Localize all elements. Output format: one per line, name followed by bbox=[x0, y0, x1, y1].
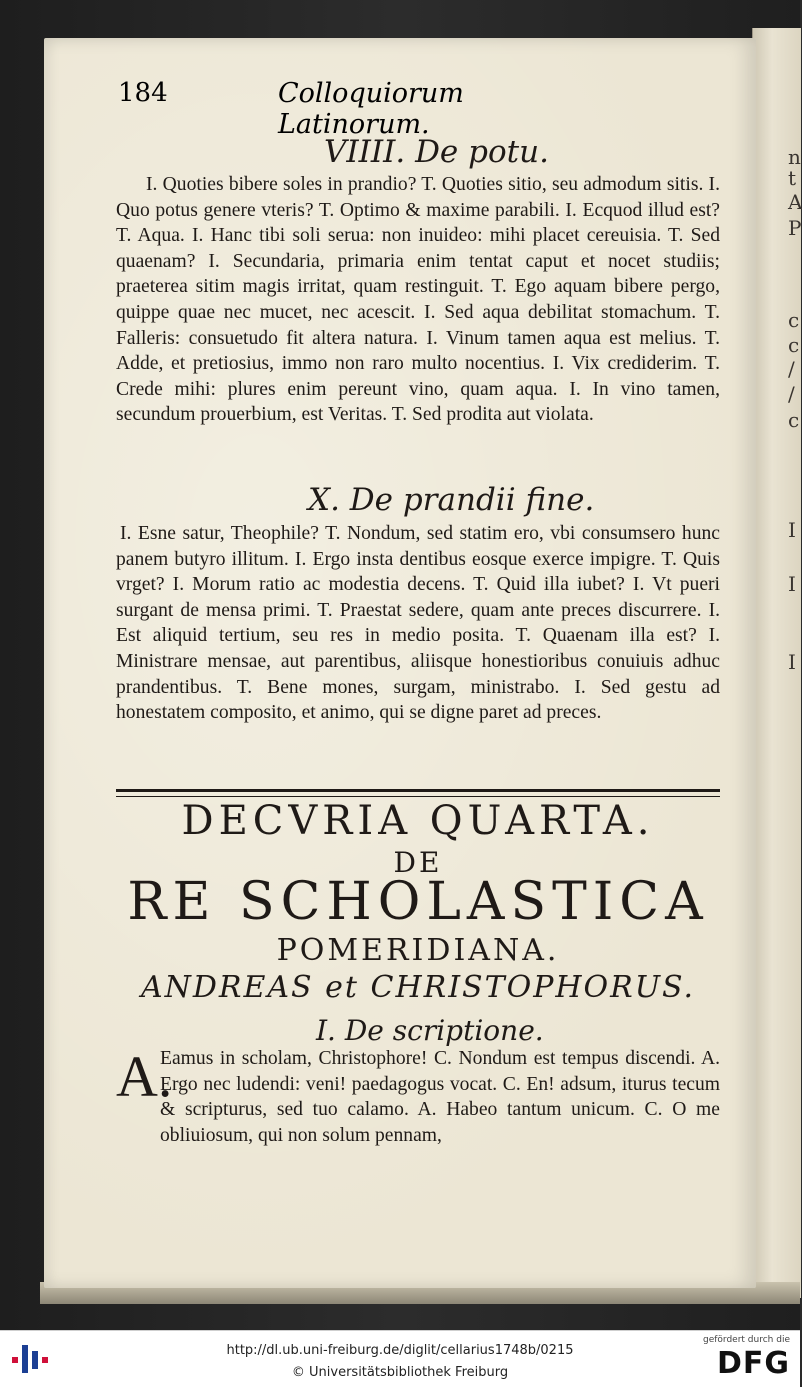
facing-page-fragment: t bbox=[788, 166, 797, 190]
facing-page-fragment: I bbox=[788, 650, 796, 674]
section-text: I. Esne satur, Theophile? T. Nondum, sed statim ero, vbi consumsero hunc panem butyro illitum. I. Ergo insta dentibus eosque exerce impigre. T. Quis vrget? I. Morum ratio ac modestia decens. T. Quid illa iubet? I. Vt pueri surgant de mensa primi. T. Praestat sedere, quam ante preces discurrere. I. Est aliquid tertium, seu res in medio posita. T. Quaenam illa est? I. Ministrare mensae, aut parentibus, aliisque honestioribus conuiuis adhuc prandentibus. T. Bene mones, surgam, ministrabo. I. Sed gestu ad honestatem composito, et animo, qui se digne paret ad preces. bbox=[116, 523, 720, 724]
section-heading: VIIII. De potu. bbox=[324, 134, 549, 170]
facing-page-fragment: c bbox=[788, 408, 800, 432]
facing-page-fragment: A bbox=[788, 190, 802, 214]
running-header bbox=[118, 78, 578, 140]
facing-page-fragment: I bbox=[788, 572, 796, 596]
decuria-title: DECVRIA QUARTA. bbox=[181, 798, 655, 844]
viewer-footer bbox=[0, 1330, 800, 1387]
title-pomeridiana: POMERIDIANA. bbox=[276, 933, 560, 968]
copyright-text: © Universitätsbibliothek Freiburg bbox=[291, 1365, 509, 1380]
drop-cap: A. bbox=[116, 1044, 173, 1109]
running-head-title: Colloquiorum Latinorum. bbox=[278, 78, 464, 140]
facing-page-fragment: / bbox=[788, 382, 795, 406]
facing-page-fragment: P bbox=[788, 216, 802, 240]
section-heading: I. De scriptione. bbox=[316, 1014, 544, 1047]
speakers-line: ANDREAS et CHRISTOPHORUS. bbox=[140, 970, 696, 1005]
section-text: Eamus in scholam, Christophore! C. Nondum est tempus discendi. A. Ergo nec ludendi: veni! paedagogus vocat. C. En! adsum, iturus tecum & scripturus, sed tuo calamo. A. Habeo tantum unicum. C. O me obliuiosum, qui non solum pennam, bbox=[160, 1048, 720, 1146]
dfg-logo: DFG bbox=[716, 1346, 790, 1381]
facing-page-fragment: / bbox=[788, 357, 795, 381]
facing-page-fragment: I bbox=[788, 518, 796, 542]
title-re-scholastica: RE SCHOLASTICA bbox=[127, 872, 709, 932]
page-number: 184 bbox=[118, 78, 168, 108]
section-heading: X. De prandii fine. bbox=[308, 482, 595, 518]
source-url-link[interactable]: http://dl.ub.uni-freiburg.de/diglit/cellarius1748b/0215 bbox=[226, 1343, 574, 1358]
facing-page-fragment: c bbox=[788, 308, 800, 332]
section-text: I. Quoties bibere soles in prandio? T. Quoties sitio, seu admodum sitis. I. Quo potus genere vteris? T. Optimo & maxime parabili. I. Ecquod illud est? T. Aqua. I. Hanc tibi soli serua: non inuideo: mihi placet cereuisia. T. Sed quaenam? I. Secundaria, primaria enim tentat caput et nocet studiis; praeterea sitim magis irritat, quam restinguit. T. Ego aquam bibere pergo, quippe quae nec mucet, nec acescit. I. Sed aqua debilitat stomachum. T. Falleris: consuetudo fit altera natura. I. Vinum tamen aqua est melius. T. Adde, et pretiosius, immo non raro multo nocentius. I. Vix crediderim. T. Crede mihi: plures enim pereunt vino, quam aqua. I. In vino tamen, secundum prouerbium, est Veritas. T. Sed prodita aut violata. bbox=[116, 174, 720, 426]
funding-note: gefördert durch die bbox=[703, 1335, 790, 1345]
facing-page-fragment: c bbox=[788, 333, 800, 357]
divider-rule bbox=[116, 796, 720, 797]
divider-rule bbox=[116, 789, 720, 792]
facing-page-fragment: n bbox=[788, 145, 801, 169]
title-de: DE bbox=[393, 846, 443, 879]
